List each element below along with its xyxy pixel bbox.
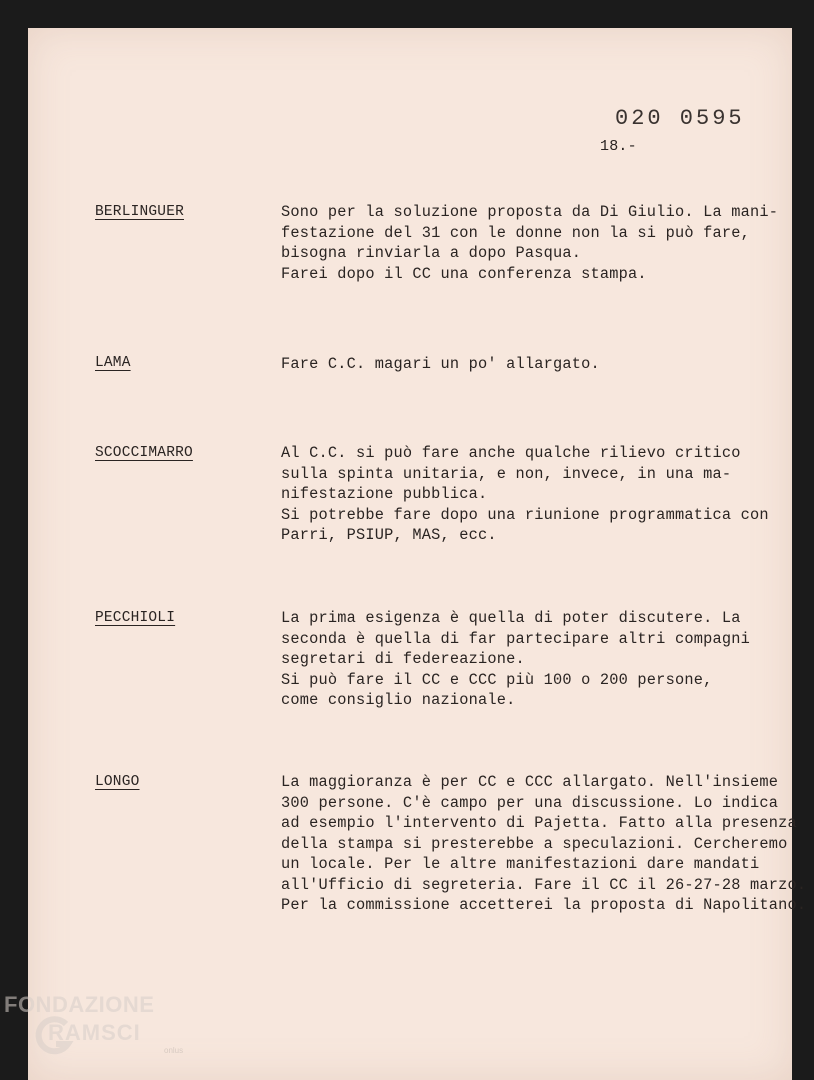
text-line: Farei dopo il CC una conferenza stampa. [281, 264, 647, 283]
speaker-text [281, 354, 814, 375]
watermark-text-line1: FONDAZIONE [4, 992, 155, 1017]
text-line: ad esempio l'intervento di Pajetta. Fatto alla presenza [281, 814, 797, 832]
page-number: 18.- [600, 138, 637, 155]
speaker-name: LAMA [95, 355, 131, 371]
speaker-text [281, 608, 814, 711]
text-line: 300 persone. C'è campo per una discussione. Lo indica [281, 793, 779, 812]
text-line: Sono per la soluzione proposta da Di Giulio. La mani- [281, 203, 779, 221]
text-line: all'Ufficio di segreteria. Fare il CC il 26-27-28 marzo. [281, 875, 807, 894]
text-line: segretari di federeazione. [281, 650, 525, 668]
speaker-text [281, 443, 814, 546]
text-line: festazione del 31 con le donne non la si può fare, [281, 223, 750, 242]
text-line: nifestazione pubblica. [281, 485, 488, 503]
text-line: Si può fare il CC e CCC più 100 o 200 persone, [281, 670, 713, 689]
text-line: Fare C.C. magari un po' allargato. [281, 355, 600, 373]
text-line: Parri, PSIUP, MAS, ecc. [281, 526, 497, 544]
document-number: 020 0595 [615, 106, 745, 131]
text-line: Si potrebbe fare dopo una riunione programmatica con [281, 505, 769, 524]
text-line: seconda è quella di far partecipare altri compagni [281, 629, 750, 648]
text-line: Al C.C. si può fare anche qualche rilievo critico [281, 444, 741, 462]
speaker-name: PECCHIOLI [95, 610, 176, 626]
speaker-name: BERLINGUER [95, 204, 185, 220]
speaker-name: LONGO [95, 774, 140, 790]
speaker-text [281, 202, 814, 284]
text-line: un locale. Per le altre manifestazioni dare mandati [281, 855, 760, 873]
text-line: Per la commissione accetterei la proposta di Napolitano. [281, 896, 807, 914]
text-line: sulla spinta unitaria, e non, invece, in una ma- [281, 464, 732, 483]
text-line: come consiglio nazionale. [281, 691, 516, 709]
document-page [28, 28, 807, 1080]
watermark-small-text: onlus [164, 1046, 184, 1055]
text-line: La prima esigenza è quella di poter discutere. La [281, 609, 741, 627]
text-line: La maggioranza è per CC e CCC allargato. Nell'insieme [281, 773, 779, 791]
text-line: della stampa si presterebbe a speculazioni. Cercheremo [281, 834, 788, 853]
text-line: bisogna rinviarla a dopo Pasqua. [281, 244, 582, 262]
speaker-name: SCOCCIMARRO [95, 445, 193, 461]
watermark-text-line2: RAMSCI [48, 1020, 141, 1045]
speaker-text [281, 772, 814, 916]
